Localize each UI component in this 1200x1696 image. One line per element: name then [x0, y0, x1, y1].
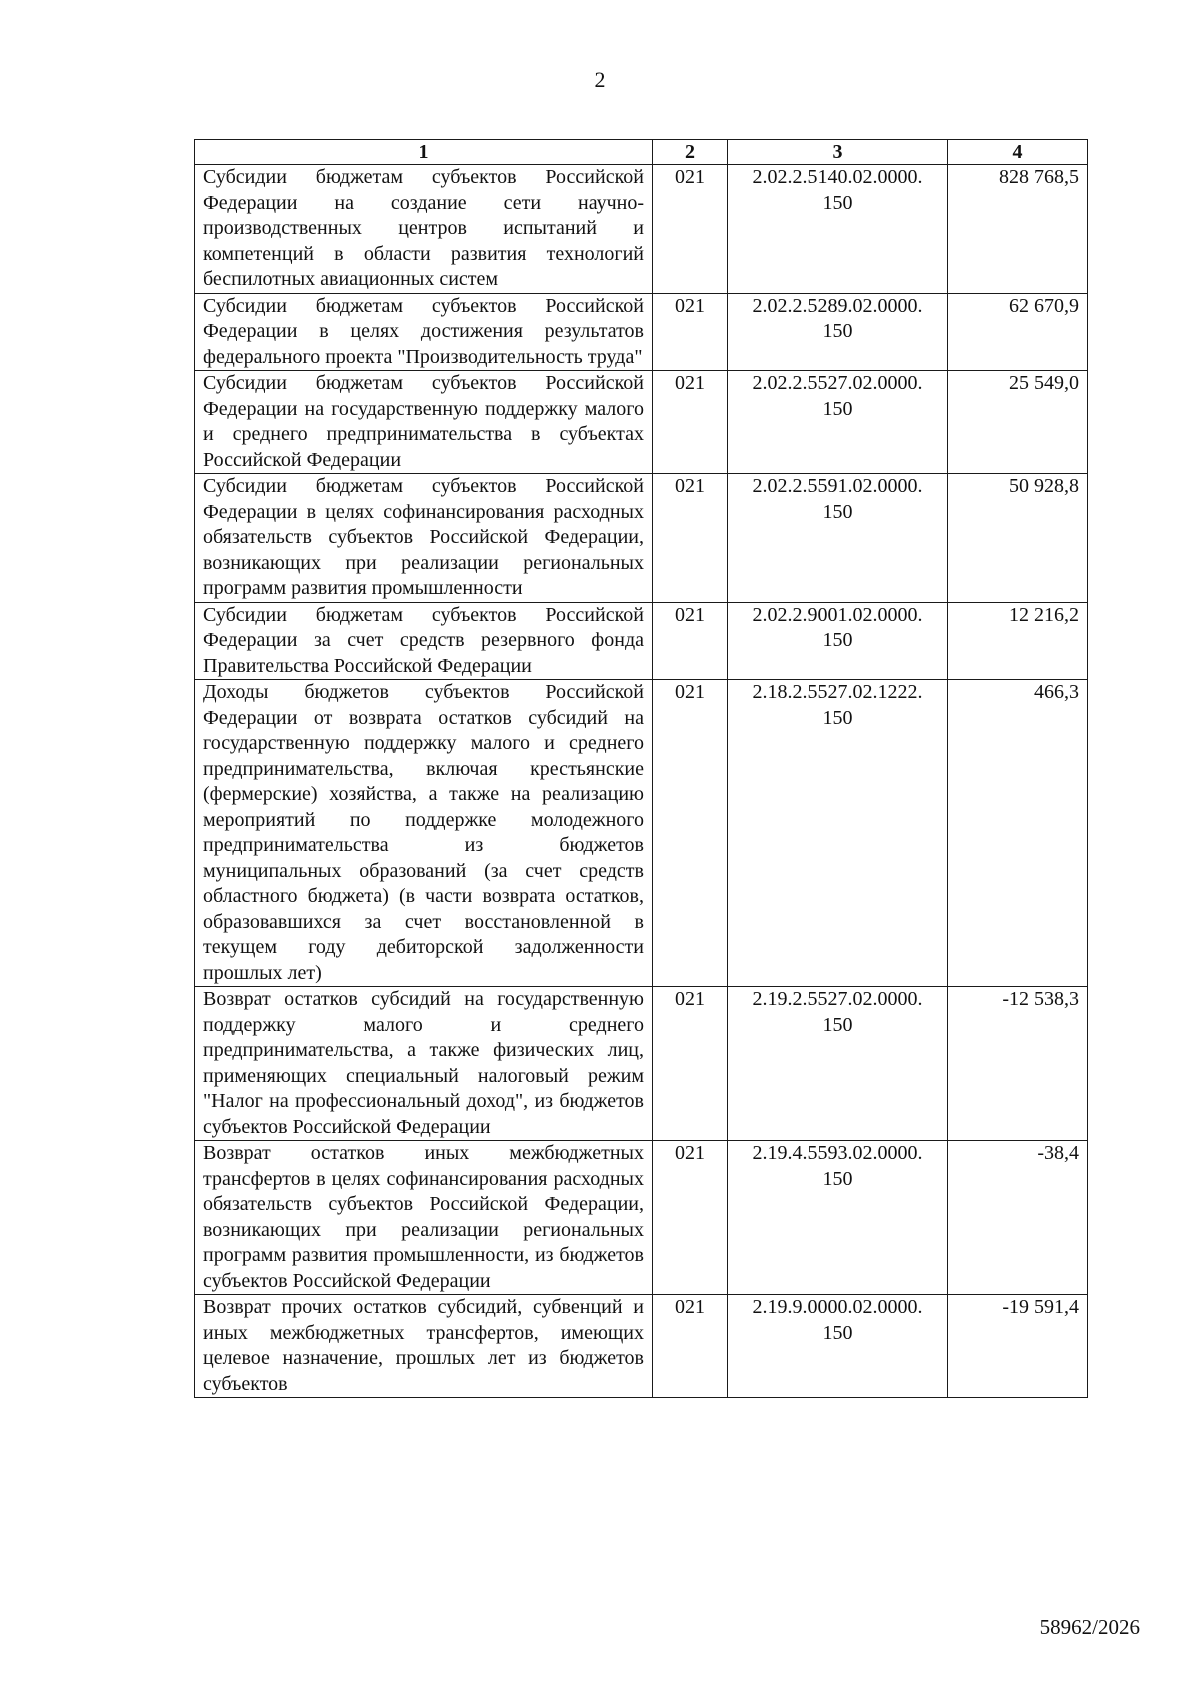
table-row — [195, 1295, 1088, 1398]
row-description: Возврат остатков иных межбюджетных трансфертов в целях софинансирования расходных обязательств субъектов Российской Федерации, возникающих при реализации региональных программ развития промышленности, из бюджетов субъектов Российской Федерации — [195, 1141, 653, 1295]
row-budget-code: 2.19.2.5527.02.0000. 150 — [728, 987, 948, 1141]
row-budget-code: 2.02.2.9001.02.0000. 150 — [728, 602, 948, 680]
row-admin-code: 021 — [653, 474, 728, 603]
table-row — [195, 602, 1088, 680]
row-description: Возврат прочих остатков субсидий, субвенций и иных межбюджетных трансфертов, имеющих целевое назначение, прошлых лет из бюджетов субъектов — [195, 1295, 653, 1398]
table-row — [195, 165, 1088, 294]
table-row — [195, 1141, 1088, 1295]
row-budget-code: 2.02.2.5591.02.0000. 150 — [728, 474, 948, 603]
table-header-row — [195, 140, 1088, 165]
row-budget-code: 2.02.2.5289.02.0000. 150 — [728, 293, 948, 371]
table-row — [195, 680, 1088, 987]
row-budget-code: 2.18.2.5527.02.1222. 150 — [728, 680, 948, 987]
document-number: 58962/2026 — [1039, 1615, 1140, 1639]
table-row — [195, 474, 1088, 603]
page-number: 2 — [594, 67, 606, 92]
row-admin-code: 021 — [653, 293, 728, 371]
table-row — [195, 293, 1088, 371]
row-amount: -19 591,4 — [948, 1295, 1088, 1398]
row-admin-code: 021 — [653, 1141, 728, 1295]
row-description: Субсидии бюджетам субъектов Российской Федерации в целях софинансирования расходных обязательств субъектов Российской Федерации, возникающих при реализации региональных программ развития промышленности — [195, 474, 653, 603]
row-amount: 50 928,8 — [948, 474, 1088, 603]
row-amount: 12 216,2 — [948, 602, 1088, 680]
column-header-4: 4 — [948, 140, 1088, 165]
row-amount: 25 549,0 — [948, 371, 1088, 474]
row-amount: 62 670,9 — [948, 293, 1088, 371]
row-amount: 828 768,5 — [948, 165, 1088, 294]
row-description: Доходы бюджетов субъектов Российской Федерации от возврата остатков субсидий на государственную поддержку малого и среднего предпринимательства, включая крестьянские (фермерские) хозяйства, а также на реализацию мероприятий по поддержке молодежного предпринимательства из бюджетов муниципальных образований (за счет средств областного бюджета) (в части возврата остатков, образовавшихся за счет восстановленной в текущем году дебиторской задолженности прошлых лет) — [195, 680, 653, 987]
row-admin-code: 021 — [653, 987, 728, 1141]
column-header-3: 3 — [728, 140, 948, 165]
row-budget-code: 2.19.9.0000.02.0000. 150 — [728, 1295, 948, 1398]
row-amount: -12 538,3 — [948, 987, 1088, 1141]
row-description: Возврат остатков субсидий на государственную поддержку малого и среднего предпринимательства, а также физических лиц, применяющих специальный налоговый режим "Налог на профессиональный доход", из бюджетов субъектов Российской Федерации — [195, 987, 653, 1141]
row-admin-code: 021 — [653, 1295, 728, 1398]
revenue-table — [194, 139, 1088, 1398]
column-header-2: 2 — [653, 140, 728, 165]
row-admin-code: 021 — [653, 371, 728, 474]
row-admin-code: 021 — [653, 165, 728, 294]
row-budget-code: 2.19.4.5593.02.0000. 150 — [728, 1141, 948, 1295]
row-description: Субсидии бюджетам субъектов Российской Федерации на государственную поддержку малого и среднего предпринимательства в субъектах Российской Федерации — [195, 371, 653, 474]
row-admin-code: 021 — [653, 602, 728, 680]
row-amount: 466,3 — [948, 680, 1088, 987]
column-header-1: 1 — [195, 140, 653, 165]
row-admin-code: 021 — [653, 680, 728, 987]
row-budget-code: 2.02.2.5527.02.0000. 150 — [728, 371, 948, 474]
row-description: Субсидии бюджетам субъектов Российской Федерации в целях достижения результатов федерального проекта "Производительность труда" — [195, 293, 653, 371]
table-row — [195, 371, 1088, 474]
row-description: Субсидии бюджетам субъектов Российской Федерации за счет средств резервного фонда Правительства Российской Федерации — [195, 602, 653, 680]
row-amount: -38,4 — [948, 1141, 1088, 1295]
table-row — [195, 987, 1088, 1141]
row-budget-code: 2.02.2.5140.02.0000. 150 — [728, 165, 948, 294]
row-description: Субсидии бюджетам субъектов Российской Федерации на создание сети научно-производственных центров испытаний и компетенций в области развития технологий беспилотных авиационных систем — [195, 165, 653, 294]
